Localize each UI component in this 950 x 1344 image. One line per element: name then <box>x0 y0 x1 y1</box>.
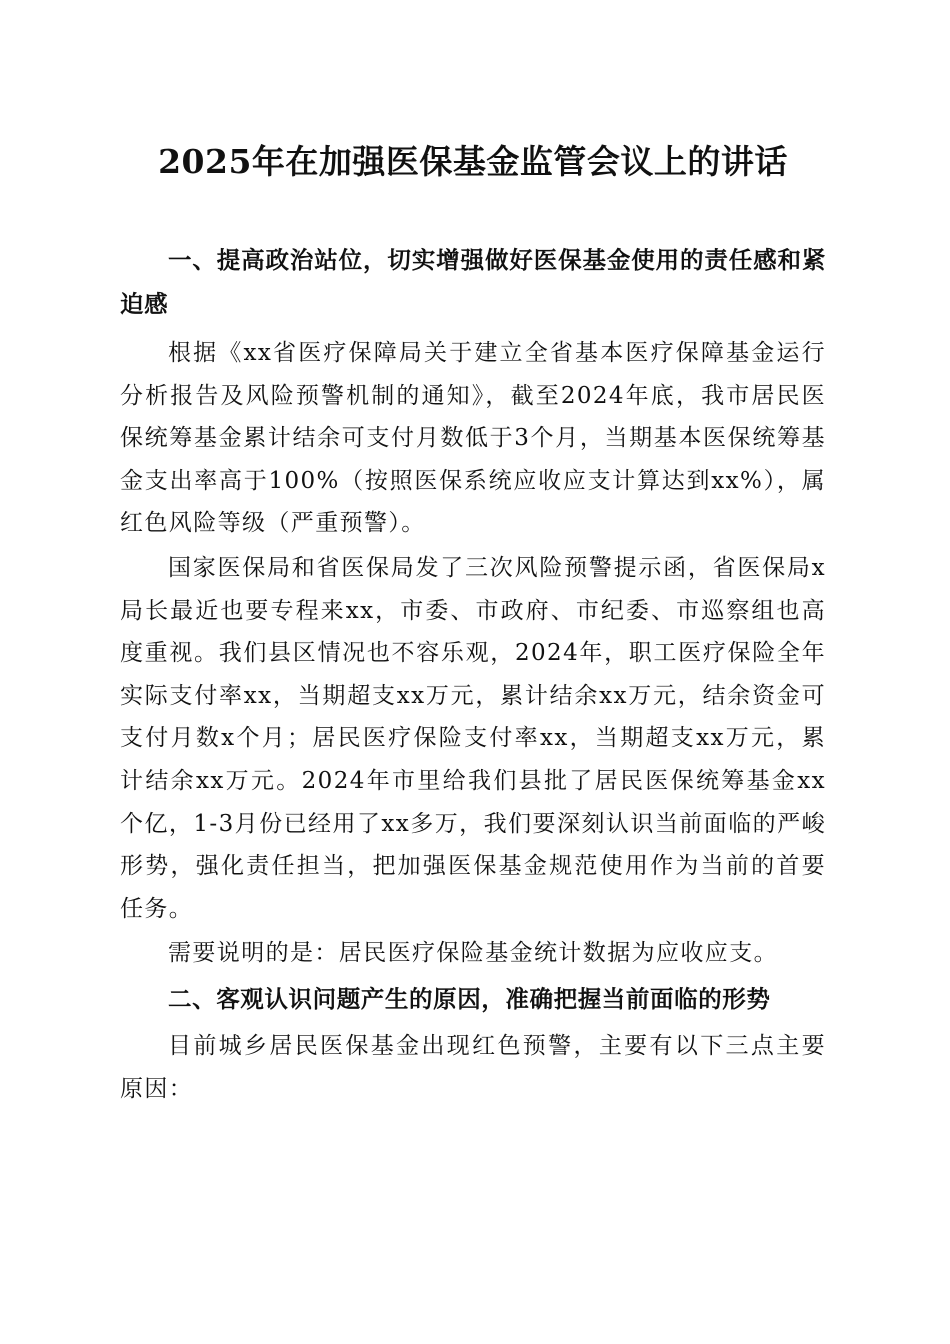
paragraph-1-2: 国家医保局和省医保局发了三次风险预警提示函，省医保局x局长最近也要专程来xx，市委、市政府、市纪委、市巡察组也高度重视。我们县区情况也不容乐观，2024年，职工医疗保险全年实际支付率xx，当期超支xx万元，累计结余xx万元，结余资金可支付月数x个月；居民医疗保险支付率xx，当期超支xx万元，累计结余xx万元。2024年市里给我们县批了居民医保统筹基金xx个亿，1-3月份已经用了xx多万，我们要深刻认识当前面临的严峻形势，强化责任担当，把加强医保基金规范使用作为当前的首要任务。 <box>120 554 826 922</box>
paragraph-1-1: 根据《xx省医疗保障局关于建立全省基本医疗保障基金运行分析报告及风险预警机制的通知》，截至2024年底，我市居民医保统筹基金累计结余可支付月数低于3个月，当期基本医保统筹基金支出率高于100%（按照医保系统应收应支计算达到xx%），属红色风险等级（严重预警）。 <box>120 340 826 537</box>
section-heading-2: 二、客观认识问题产生的原因，准确把握当前面临的形势 <box>168 984 771 1013</box>
section-heading-1: 一、提高政治站位，切实增强做好医保基金使用的责任感和紧迫感 <box>120 246 826 318</box>
paragraph-2-1: 目前城乡居民医保基金出现红色预警，主要有以下三点主要原因： <box>120 1032 826 1102</box>
paragraph-1-3: 需要说明的是：居民医疗保险基金统计数据为应收应支。 <box>168 940 778 967</box>
document-title: 2025年在加强医保基金监管会议上的讲话 <box>158 142 788 181</box>
